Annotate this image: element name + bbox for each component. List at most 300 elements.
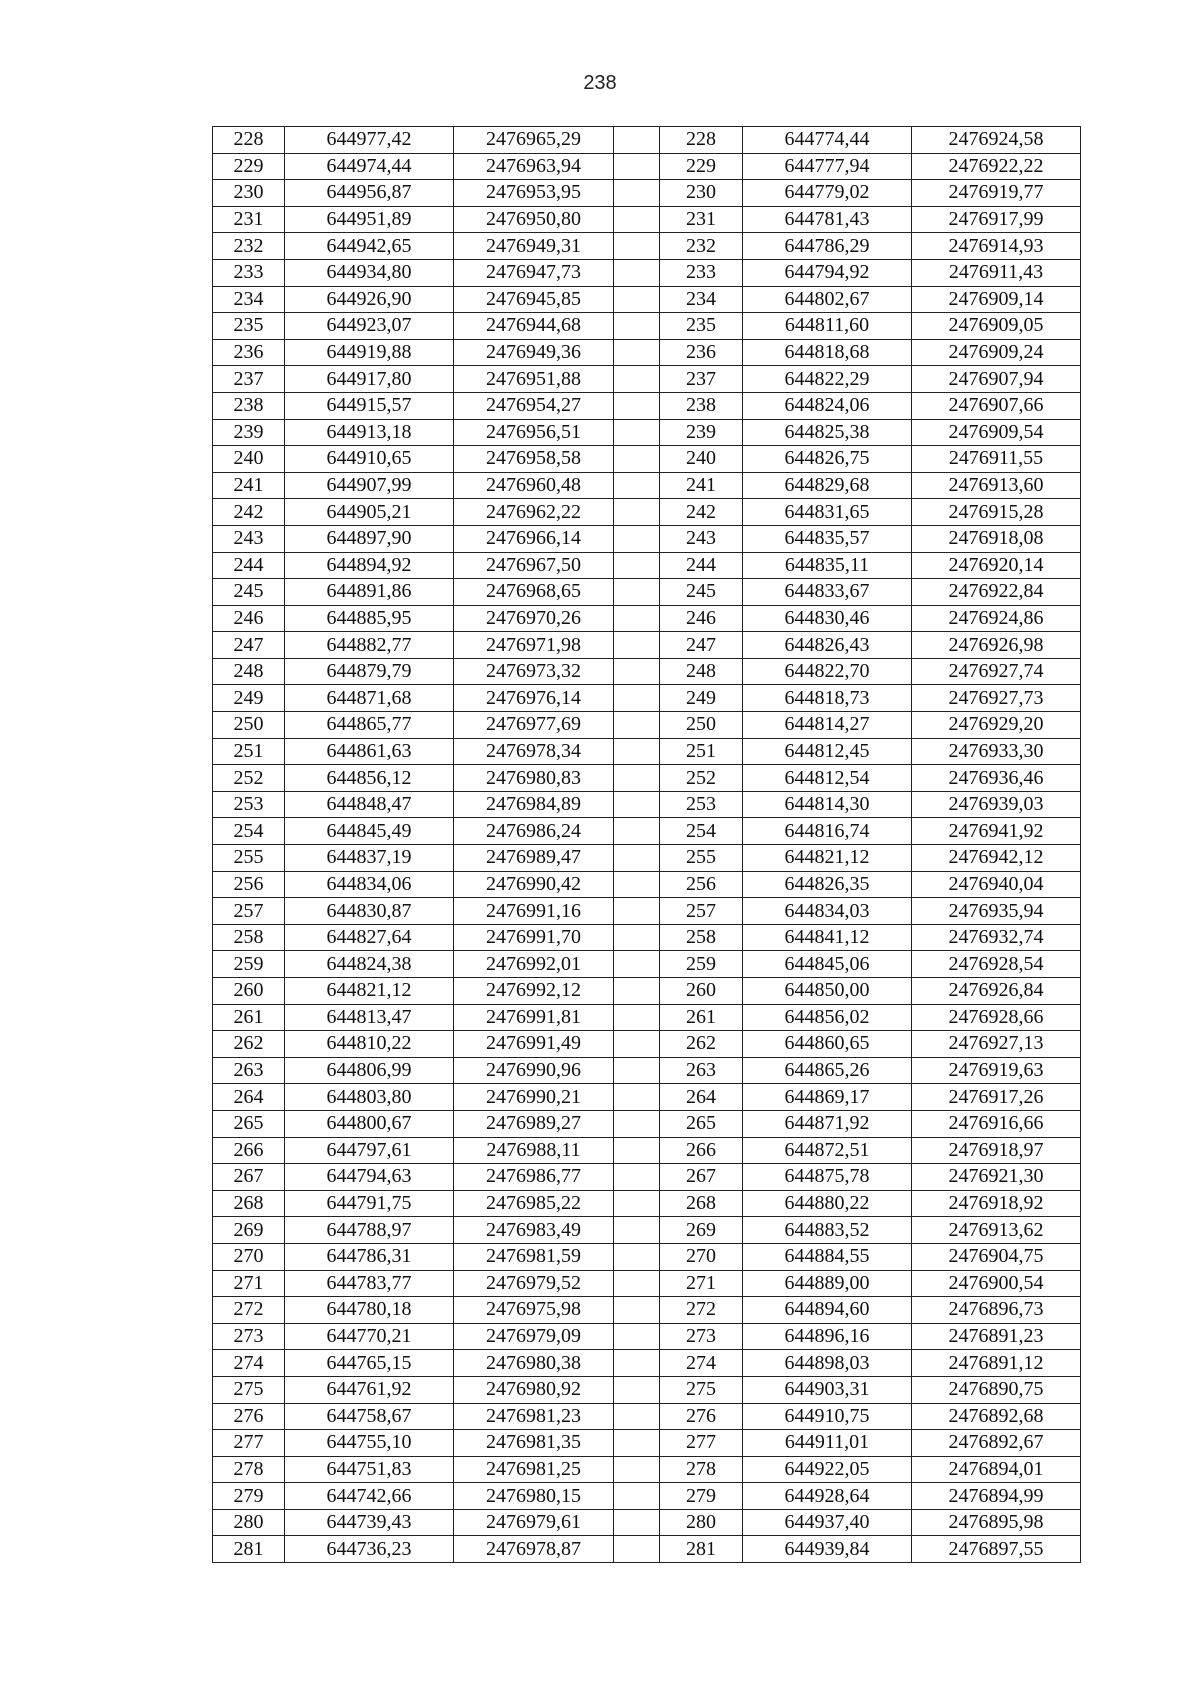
spacer-cell [614, 1190, 660, 1217]
table-row [213, 1430, 1081, 1457]
x-coordinate-cell: 644794,63 [285, 1164, 454, 1191]
spacer-cell [614, 552, 660, 579]
x-coordinate-cell: 644779,02 [743, 180, 912, 207]
point-number-cell: 268 [213, 1190, 285, 1217]
point-number-cell: 236 [213, 339, 285, 366]
x-coordinate-cell: 644818,68 [743, 339, 912, 366]
spacer-cell [614, 738, 660, 765]
x-coordinate-cell: 644926,90 [285, 286, 454, 313]
point-number-cell: 243 [213, 525, 285, 552]
y-coordinate-cell: 2476915,28 [912, 499, 1081, 526]
table-row [213, 1270, 1081, 1297]
x-coordinate-cell: 644822,29 [743, 366, 912, 393]
y-coordinate-cell: 2476922,22 [912, 153, 1081, 180]
x-coordinate-cell: 644813,47 [285, 1004, 454, 1031]
x-coordinate-cell: 644833,67 [743, 579, 912, 606]
x-coordinate-cell: 644751,83 [285, 1456, 454, 1483]
table-row [213, 366, 1081, 393]
table-row [213, 1456, 1081, 1483]
point-number-cell: 247 [660, 632, 743, 659]
spacer-cell [614, 313, 660, 340]
point-number-cell: 228 [660, 127, 743, 154]
table-row [213, 978, 1081, 1005]
y-coordinate-cell: 2476945,85 [454, 286, 614, 313]
x-coordinate-cell: 644811,60 [743, 313, 912, 340]
x-coordinate-cell: 644835,57 [743, 525, 912, 552]
y-coordinate-cell: 2476988,11 [454, 1137, 614, 1164]
x-coordinate-cell: 644865,26 [743, 1057, 912, 1084]
y-coordinate-cell: 2476979,61 [454, 1509, 614, 1536]
x-coordinate-cell: 644883,52 [743, 1217, 912, 1244]
x-coordinate-cell: 644894,60 [743, 1297, 912, 1324]
point-number-cell: 236 [660, 339, 743, 366]
point-number-cell: 270 [213, 1243, 285, 1270]
table-row [213, 499, 1081, 526]
x-coordinate-cell: 644907,99 [285, 472, 454, 499]
point-number-cell: 234 [213, 286, 285, 313]
x-coordinate-cell: 644791,75 [285, 1190, 454, 1217]
x-coordinate-cell: 644937,40 [743, 1509, 912, 1536]
y-coordinate-cell: 2476960,48 [454, 472, 614, 499]
point-number-cell: 265 [213, 1110, 285, 1137]
table-row [213, 339, 1081, 366]
point-number-cell: 277 [213, 1430, 285, 1457]
point-number-cell: 275 [213, 1376, 285, 1403]
spacer-cell [614, 1217, 660, 1244]
x-coordinate-cell: 644928,64 [743, 1483, 912, 1510]
x-coordinate-cell: 644860,65 [743, 1031, 912, 1058]
table-row [213, 1536, 1081, 1563]
table-row [213, 1164, 1081, 1191]
y-coordinate-cell: 2476911,43 [912, 259, 1081, 286]
point-number-cell: 278 [660, 1456, 743, 1483]
spacer-cell [614, 180, 660, 207]
y-coordinate-cell: 2476971,98 [454, 632, 614, 659]
y-coordinate-cell: 2476978,87 [454, 1536, 614, 1563]
x-coordinate-cell: 644736,23 [285, 1536, 454, 1563]
y-coordinate-cell: 2476979,52 [454, 1270, 614, 1297]
spacer-cell [614, 233, 660, 260]
table-row [213, 1350, 1081, 1377]
x-coordinate-cell: 644875,78 [743, 1164, 912, 1191]
x-coordinate-cell: 644934,80 [285, 259, 454, 286]
y-coordinate-cell: 2476983,49 [454, 1217, 614, 1244]
y-coordinate-cell: 2476907,66 [912, 392, 1081, 419]
y-coordinate-cell: 2476956,51 [454, 419, 614, 446]
x-coordinate-cell: 644848,47 [285, 791, 454, 818]
y-coordinate-cell: 2476904,75 [912, 1243, 1081, 1270]
spacer-cell [614, 1110, 660, 1137]
y-coordinate-cell: 2476926,98 [912, 632, 1081, 659]
x-coordinate-cell: 644830,46 [743, 605, 912, 632]
spacer-cell [614, 845, 660, 872]
spacer-cell [614, 259, 660, 286]
y-coordinate-cell: 2476950,80 [454, 206, 614, 233]
x-coordinate-cell: 644856,02 [743, 1004, 912, 1031]
table-row [213, 1057, 1081, 1084]
table-row [213, 658, 1081, 685]
x-coordinate-cell: 644829,68 [743, 472, 912, 499]
y-coordinate-cell: 2476967,50 [454, 552, 614, 579]
y-coordinate-cell: 2476896,73 [912, 1297, 1081, 1324]
x-coordinate-cell: 644861,63 [285, 738, 454, 765]
y-coordinate-cell: 2476911,55 [912, 446, 1081, 473]
point-number-cell: 256 [660, 871, 743, 898]
table-row [213, 579, 1081, 606]
point-number-cell: 244 [213, 552, 285, 579]
table-row [213, 313, 1081, 340]
point-number-cell: 237 [660, 366, 743, 393]
y-coordinate-cell: 2476954,27 [454, 392, 614, 419]
y-coordinate-cell: 2476919,77 [912, 180, 1081, 207]
y-coordinate-cell: 2476981,35 [454, 1430, 614, 1457]
point-number-cell: 241 [213, 472, 285, 499]
table-row [213, 525, 1081, 552]
spacer-cell [614, 951, 660, 978]
x-coordinate-cell: 644897,90 [285, 525, 454, 552]
y-coordinate-cell: 2476924,58 [912, 127, 1081, 154]
point-number-cell: 253 [213, 791, 285, 818]
point-number-cell: 232 [213, 233, 285, 260]
point-number-cell: 266 [213, 1137, 285, 1164]
point-number-cell: 281 [213, 1536, 285, 1563]
point-number-cell: 262 [213, 1031, 285, 1058]
y-coordinate-cell: 2476991,81 [454, 1004, 614, 1031]
coordinates-table-body [213, 127, 1081, 1563]
x-coordinate-cell: 644891,86 [285, 579, 454, 606]
x-coordinate-cell: 644812,45 [743, 738, 912, 765]
y-coordinate-cell: 2476980,92 [454, 1376, 614, 1403]
x-coordinate-cell: 644826,43 [743, 632, 912, 659]
x-coordinate-cell: 644821,12 [285, 978, 454, 1005]
x-coordinate-cell: 644905,21 [285, 499, 454, 526]
y-coordinate-cell: 2476978,34 [454, 738, 614, 765]
spacer-cell [614, 446, 660, 473]
y-coordinate-cell: 2476986,77 [454, 1164, 614, 1191]
spacer-cell [614, 978, 660, 1005]
x-coordinate-cell: 644884,55 [743, 1243, 912, 1270]
x-coordinate-cell: 644806,99 [285, 1057, 454, 1084]
point-number-cell: 229 [660, 153, 743, 180]
x-coordinate-cell: 644871,92 [743, 1110, 912, 1137]
y-coordinate-cell: 2476892,68 [912, 1403, 1081, 1430]
table-row [213, 1243, 1081, 1270]
table-row [213, 1110, 1081, 1137]
spacer-cell [614, 1243, 660, 1270]
point-number-cell: 235 [660, 313, 743, 340]
x-coordinate-cell: 644834,06 [285, 871, 454, 898]
point-number-cell: 276 [660, 1403, 743, 1430]
x-coordinate-cell: 644742,66 [285, 1483, 454, 1510]
y-coordinate-cell: 2476986,24 [454, 818, 614, 845]
y-coordinate-cell: 2476984,89 [454, 791, 614, 818]
spacer-cell [614, 871, 660, 898]
x-coordinate-cell: 644845,49 [285, 818, 454, 845]
x-coordinate-cell: 644786,29 [743, 233, 912, 260]
x-coordinate-cell: 644765,15 [285, 1350, 454, 1377]
table-row [213, 1297, 1081, 1324]
point-number-cell: 279 [660, 1483, 743, 1510]
y-coordinate-cell: 2476990,21 [454, 1084, 614, 1111]
point-number-cell: 252 [213, 765, 285, 792]
point-number-cell: 229 [213, 153, 285, 180]
spacer-cell [614, 206, 660, 233]
table-row [213, 818, 1081, 845]
point-number-cell: 242 [213, 499, 285, 526]
point-number-cell: 241 [660, 472, 743, 499]
point-number-cell: 247 [213, 632, 285, 659]
x-coordinate-cell: 644879,79 [285, 658, 454, 685]
table-row [213, 1137, 1081, 1164]
point-number-cell: 261 [660, 1004, 743, 1031]
y-coordinate-cell: 2476980,83 [454, 765, 614, 792]
spacer-cell [614, 1084, 660, 1111]
x-coordinate-cell: 644910,65 [285, 446, 454, 473]
x-coordinate-cell: 644942,65 [285, 233, 454, 260]
x-coordinate-cell: 644824,38 [285, 951, 454, 978]
spacer-cell [614, 898, 660, 925]
point-number-cell: 240 [660, 446, 743, 473]
x-coordinate-cell: 644797,61 [285, 1137, 454, 1164]
point-number-cell: 257 [213, 898, 285, 925]
point-number-cell: 234 [660, 286, 743, 313]
y-coordinate-cell: 2476927,73 [912, 685, 1081, 712]
x-coordinate-cell: 644834,03 [743, 898, 912, 925]
y-coordinate-cell: 2476981,59 [454, 1243, 614, 1270]
y-coordinate-cell: 2476942,12 [912, 845, 1081, 872]
x-coordinate-cell: 644910,75 [743, 1403, 912, 1430]
spacer-cell [614, 765, 660, 792]
x-coordinate-cell: 644786,31 [285, 1243, 454, 1270]
x-coordinate-cell: 644871,68 [285, 685, 454, 712]
spacer-cell [614, 632, 660, 659]
point-number-cell: 273 [660, 1323, 743, 1350]
table-row [213, 605, 1081, 632]
table-row [213, 1483, 1081, 1510]
point-number-cell: 267 [660, 1164, 743, 1191]
x-coordinate-cell: 644850,00 [743, 978, 912, 1005]
table-row [213, 472, 1081, 499]
y-coordinate-cell: 2476895,98 [912, 1509, 1081, 1536]
y-coordinate-cell: 2476990,42 [454, 871, 614, 898]
point-number-cell: 253 [660, 791, 743, 818]
spacer-cell [614, 339, 660, 366]
spacer-cell [614, 525, 660, 552]
x-coordinate-cell: 644794,92 [743, 259, 912, 286]
y-coordinate-cell: 2476935,94 [912, 898, 1081, 925]
y-coordinate-cell: 2476981,25 [454, 1456, 614, 1483]
x-coordinate-cell: 644939,84 [743, 1536, 912, 1563]
x-coordinate-cell: 644889,00 [743, 1270, 912, 1297]
spacer-cell [614, 1456, 660, 1483]
x-coordinate-cell: 644911,01 [743, 1430, 912, 1457]
point-number-cell: 233 [213, 259, 285, 286]
y-coordinate-cell: 2476909,05 [912, 313, 1081, 340]
y-coordinate-cell: 2476939,03 [912, 791, 1081, 818]
spacer-cell [614, 1164, 660, 1191]
x-coordinate-cell: 644758,67 [285, 1403, 454, 1430]
y-coordinate-cell: 2476932,74 [912, 924, 1081, 951]
table-row [213, 1004, 1081, 1031]
spacer-cell [614, 924, 660, 951]
table-row [213, 765, 1081, 792]
y-coordinate-cell: 2476979,09 [454, 1323, 614, 1350]
x-coordinate-cell: 644977,42 [285, 127, 454, 154]
y-coordinate-cell: 2476992,01 [454, 951, 614, 978]
table-row [213, 871, 1081, 898]
y-coordinate-cell: 2476928,54 [912, 951, 1081, 978]
point-number-cell: 239 [213, 419, 285, 446]
y-coordinate-cell: 2476916,66 [912, 1110, 1081, 1137]
y-coordinate-cell: 2476936,46 [912, 765, 1081, 792]
y-coordinate-cell: 2476941,92 [912, 818, 1081, 845]
spacer-cell [614, 392, 660, 419]
spacer-cell [614, 1430, 660, 1457]
table-row [213, 1217, 1081, 1244]
point-number-cell: 268 [660, 1190, 743, 1217]
x-coordinate-cell: 644774,44 [743, 127, 912, 154]
point-number-cell: 238 [213, 392, 285, 419]
table-row [213, 1376, 1081, 1403]
point-number-cell: 231 [213, 206, 285, 233]
x-coordinate-cell: 644827,64 [285, 924, 454, 951]
point-number-cell: 254 [660, 818, 743, 845]
y-coordinate-cell: 2476919,63 [912, 1057, 1081, 1084]
point-number-cell: 235 [213, 313, 285, 340]
y-coordinate-cell: 2476927,74 [912, 658, 1081, 685]
table-row [213, 845, 1081, 872]
point-number-cell: 250 [660, 712, 743, 739]
y-coordinate-cell: 2476985,22 [454, 1190, 614, 1217]
point-number-cell: 245 [660, 579, 743, 606]
x-coordinate-cell: 644781,43 [743, 206, 912, 233]
point-number-cell: 264 [213, 1084, 285, 1111]
x-coordinate-cell: 644882,77 [285, 632, 454, 659]
y-coordinate-cell: 2476958,58 [454, 446, 614, 473]
y-coordinate-cell: 2476914,93 [912, 233, 1081, 260]
spacer-cell [614, 1350, 660, 1377]
y-coordinate-cell: 2476973,32 [454, 658, 614, 685]
x-coordinate-cell: 644802,67 [743, 286, 912, 313]
x-coordinate-cell: 644788,97 [285, 1217, 454, 1244]
y-coordinate-cell: 2476918,97 [912, 1137, 1081, 1164]
point-number-cell: 260 [213, 978, 285, 1005]
x-coordinate-cell: 644894,92 [285, 552, 454, 579]
y-coordinate-cell: 2476907,94 [912, 366, 1081, 393]
y-coordinate-cell: 2476965,29 [454, 127, 614, 154]
table-row [213, 898, 1081, 925]
x-coordinate-cell: 644898,03 [743, 1350, 912, 1377]
table-row [213, 446, 1081, 473]
x-coordinate-cell: 644816,74 [743, 818, 912, 845]
table-row [213, 286, 1081, 313]
point-number-cell: 258 [213, 924, 285, 951]
spacer-cell [614, 286, 660, 313]
point-number-cell: 276 [213, 1403, 285, 1430]
y-coordinate-cell: 2476980,38 [454, 1350, 614, 1377]
table-row [213, 924, 1081, 951]
table-row [213, 1509, 1081, 1536]
point-number-cell: 263 [213, 1057, 285, 1084]
x-coordinate-cell: 644812,54 [743, 765, 912, 792]
point-number-cell: 231 [660, 206, 743, 233]
x-coordinate-cell: 644826,35 [743, 871, 912, 898]
spacer-cell [614, 419, 660, 446]
spacer-cell [614, 1483, 660, 1510]
point-number-cell: 249 [660, 685, 743, 712]
y-coordinate-cell: 2476977,69 [454, 712, 614, 739]
y-coordinate-cell: 2476890,75 [912, 1376, 1081, 1403]
spacer-cell [614, 472, 660, 499]
y-coordinate-cell: 2476909,24 [912, 339, 1081, 366]
spacer-cell [614, 1137, 660, 1164]
point-number-cell: 261 [213, 1004, 285, 1031]
point-number-cell: 265 [660, 1110, 743, 1137]
point-number-cell: 246 [660, 605, 743, 632]
x-coordinate-cell: 644915,57 [285, 392, 454, 419]
y-coordinate-cell: 2476953,95 [454, 180, 614, 207]
point-number-cell: 269 [660, 1217, 743, 1244]
y-coordinate-cell: 2476949,36 [454, 339, 614, 366]
x-coordinate-cell: 644872,51 [743, 1137, 912, 1164]
point-number-cell: 271 [213, 1270, 285, 1297]
x-coordinate-cell: 644885,95 [285, 605, 454, 632]
point-number-cell: 273 [213, 1323, 285, 1350]
x-coordinate-cell: 644810,22 [285, 1031, 454, 1058]
x-coordinate-cell: 644770,21 [285, 1323, 454, 1350]
point-number-cell: 250 [213, 712, 285, 739]
y-coordinate-cell: 2476913,62 [912, 1217, 1081, 1244]
x-coordinate-cell: 644822,70 [743, 658, 912, 685]
point-number-cell: 252 [660, 765, 743, 792]
point-number-cell: 233 [660, 259, 743, 286]
table-row [213, 153, 1081, 180]
point-number-cell: 244 [660, 552, 743, 579]
y-coordinate-cell: 2476989,27 [454, 1110, 614, 1137]
point-number-cell: 245 [213, 579, 285, 606]
x-coordinate-cell: 644835,11 [743, 552, 912, 579]
page-number: 238 [583, 72, 617, 94]
y-coordinate-cell: 2476980,15 [454, 1483, 614, 1510]
table-row [213, 1084, 1081, 1111]
point-number-cell: 260 [660, 978, 743, 1005]
spacer-cell [614, 791, 660, 818]
y-coordinate-cell: 2476991,49 [454, 1031, 614, 1058]
point-number-cell: 263 [660, 1057, 743, 1084]
point-number-cell: 272 [213, 1297, 285, 1324]
spacer-cell [614, 712, 660, 739]
y-coordinate-cell: 2476917,99 [912, 206, 1081, 233]
y-coordinate-cell: 2476891,12 [912, 1350, 1081, 1377]
table-row [213, 180, 1081, 207]
x-coordinate-cell: 644903,31 [743, 1376, 912, 1403]
table-row [213, 552, 1081, 579]
point-number-cell: 251 [213, 738, 285, 765]
x-coordinate-cell: 644919,88 [285, 339, 454, 366]
spacer-cell [614, 818, 660, 845]
point-number-cell: 248 [213, 658, 285, 685]
y-coordinate-cell: 2476913,60 [912, 472, 1081, 499]
point-number-cell: 271 [660, 1270, 743, 1297]
y-coordinate-cell: 2476981,23 [454, 1403, 614, 1430]
point-number-cell: 270 [660, 1243, 743, 1270]
x-coordinate-cell: 644913,18 [285, 419, 454, 446]
y-coordinate-cell: 2476892,67 [912, 1430, 1081, 1457]
x-coordinate-cell: 644923,07 [285, 313, 454, 340]
x-coordinate-cell: 644783,77 [285, 1270, 454, 1297]
spacer-cell [614, 1057, 660, 1084]
x-coordinate-cell: 644865,77 [285, 712, 454, 739]
